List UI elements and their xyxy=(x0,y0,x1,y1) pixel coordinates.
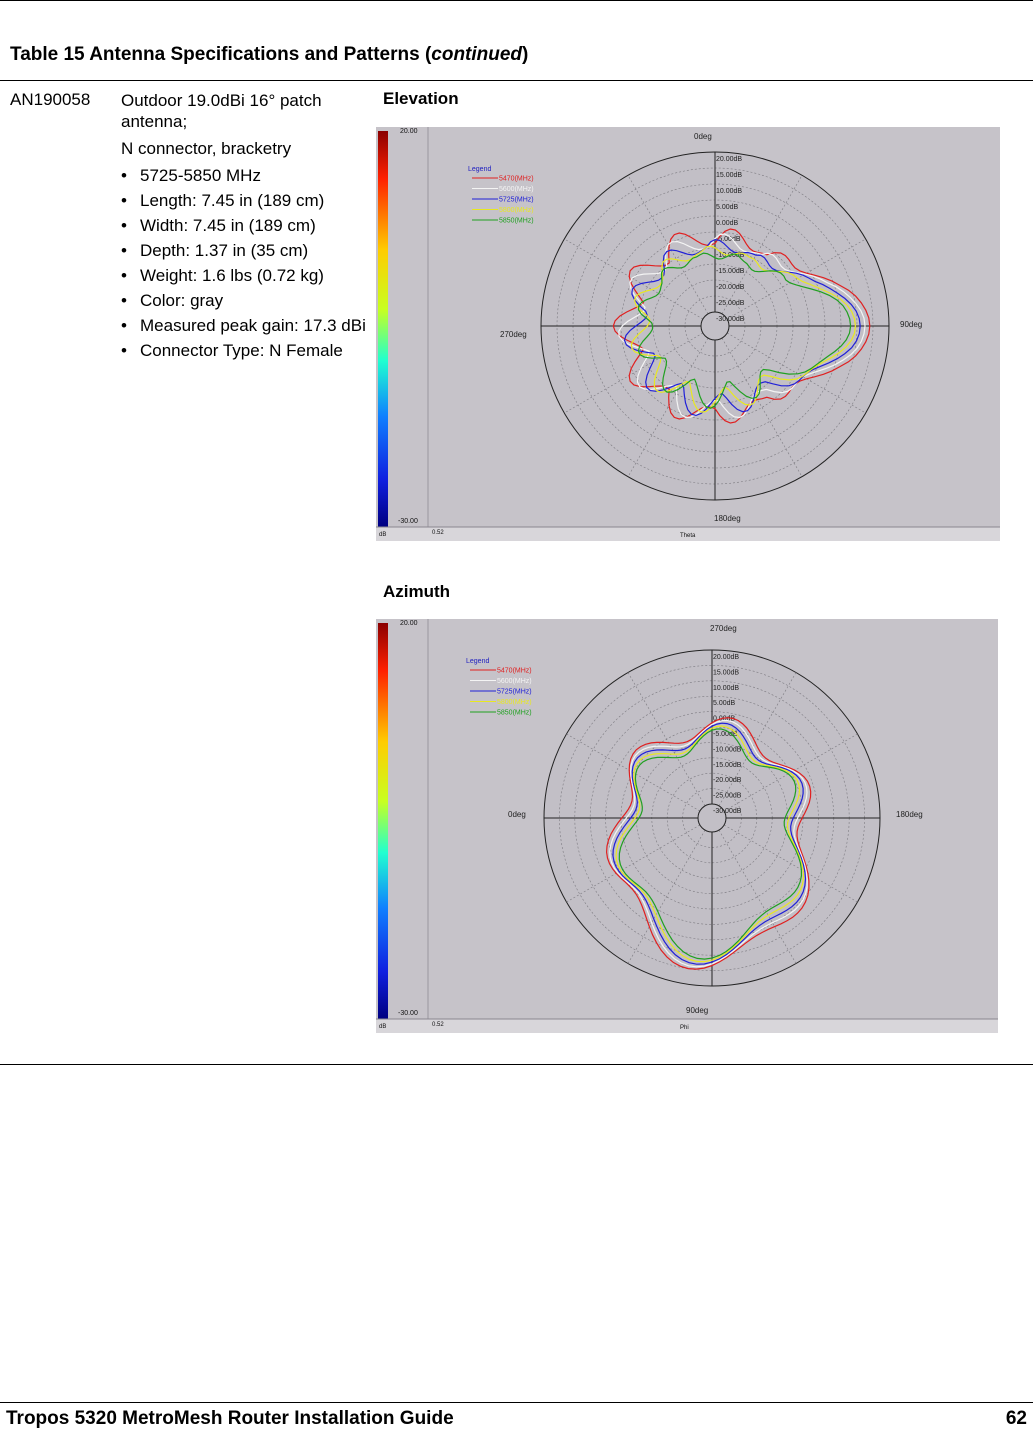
ring-label: 15.00dB xyxy=(713,669,740,677)
ring-label: -10.00dB xyxy=(716,252,745,259)
ring-label: 5.00dB xyxy=(713,700,736,708)
axis-label: Theta xyxy=(680,533,696,539)
ring-label: -15.00dB xyxy=(713,761,742,769)
ring-label: 0.00dB xyxy=(716,220,739,227)
description-line: Outdoor 19.0dBi 16° patch antenna; xyxy=(121,91,322,131)
legend-entry: 5470(MHz) xyxy=(499,175,534,183)
ring-label: 15.00dB xyxy=(716,172,743,179)
ring-label: -20.00dB xyxy=(713,777,742,785)
legend-entry: 5850(MHz) xyxy=(497,709,532,717)
spec-list xyxy=(121,165,369,361)
angle-label-top: 270deg xyxy=(710,624,737,633)
azimuth-pattern-plot xyxy=(376,619,998,1033)
spec-item: • Depth: 1.37 in (35 cm) xyxy=(121,241,309,260)
ring-label: -10.00dB xyxy=(713,746,742,754)
legend-entry: 5470(MHz) xyxy=(497,667,532,675)
legend-title: Legend xyxy=(468,166,492,173)
ring-label: -15.00dB xyxy=(716,268,745,275)
elevation-pattern-plot xyxy=(376,127,1000,541)
azimuth-heading: Azimuth xyxy=(383,582,451,601)
angle-label-left: 270deg xyxy=(500,330,527,339)
offset-label: 0.52 xyxy=(432,530,444,536)
spec-item: • Length: 7.45 in (189 cm) xyxy=(121,191,325,210)
bullet-icon: • xyxy=(121,216,127,235)
ring-label: -30.00dB xyxy=(716,316,745,323)
ring-label: 20.00dB xyxy=(713,654,740,661)
legend-entry: 5800(MHz) xyxy=(497,699,532,706)
bullet-icon: • xyxy=(121,341,127,360)
spec-item: • Color: gray xyxy=(121,291,224,310)
antenna-description xyxy=(121,90,369,365)
color-scale-bar xyxy=(378,623,388,1019)
caption-rule xyxy=(0,80,1033,81)
legend-entry: 5600(MHz) xyxy=(497,678,532,685)
angle-label-top: 0deg xyxy=(694,132,712,141)
spec-item: • Connector Type: N Female xyxy=(121,341,343,360)
part-number: AN190058 xyxy=(10,90,91,109)
ring-label: -25.00dB xyxy=(713,792,742,800)
footer-title: Tropos 5320 MetroMesh Router Installation Guide xyxy=(6,1408,454,1429)
angle-label-right: 90deg xyxy=(900,320,923,329)
ring-label: -20.00dB xyxy=(716,284,745,291)
legend-entry: 5850(MHz) xyxy=(499,217,534,225)
bullet-icon: • xyxy=(121,241,127,260)
table-caption: Table 15 Antenna Specifications and Patterns (continued) xyxy=(10,44,529,65)
legend-entry: 5600(MHz) xyxy=(499,186,534,193)
color-scale-bar xyxy=(378,131,388,527)
legend-entry: 5725(MHz) xyxy=(499,196,534,204)
angle-label-bottom: 180deg xyxy=(714,514,741,523)
ring-label: 10.00dB xyxy=(713,684,740,692)
ring-label: 0.00dB xyxy=(713,715,736,723)
ring-label: 10.00dB xyxy=(716,188,743,195)
spec-item: • Measured peak gain: 17.3 dBi xyxy=(121,316,366,335)
bullet-icon: • xyxy=(121,291,127,310)
bullet-icon: • xyxy=(121,316,127,335)
description-line: N connector, bracketry xyxy=(121,139,292,158)
scale-min-label: -30.00 xyxy=(398,518,418,525)
ring-label: -5.00dB xyxy=(716,236,741,243)
legend-title: Legend xyxy=(466,658,490,665)
ring-label: 20.00dB xyxy=(716,156,743,163)
legend-entry: 5800(MHz) xyxy=(499,207,534,214)
axis-label: Phi xyxy=(680,1025,689,1031)
angle-label-bottom: 90deg xyxy=(686,1006,709,1015)
legend-entry: 5725(MHz) xyxy=(497,688,532,696)
ring-label: -25.00dB xyxy=(716,300,745,307)
offset-label: 0.52 xyxy=(432,1022,444,1028)
spec-item: • 5725-5850 MHz xyxy=(121,166,261,185)
ring-label: 5.00dB xyxy=(716,204,739,211)
bullet-icon: • xyxy=(121,266,127,285)
angle-label-left: 0deg xyxy=(508,810,526,819)
top-rule xyxy=(0,0,1033,1)
bullet-icon: • xyxy=(121,191,127,210)
page-number: 62 xyxy=(1005,1408,1027,1429)
unit-label: dB xyxy=(379,532,387,538)
spec-item: • Weight: 1.6 lbs (0.72 kg) xyxy=(121,266,324,285)
ring-label: -5.00dB xyxy=(713,731,738,738)
table-bottom-rule xyxy=(0,1064,1033,1065)
unit-label: dB xyxy=(379,1024,387,1030)
scale-max-label: 20.00 xyxy=(400,128,418,135)
scale-min-label: -30.00 xyxy=(398,1010,418,1017)
ring-label: -30.00dB xyxy=(713,808,742,815)
spec-item: • Width: 7.45 in (189 cm) xyxy=(121,216,316,235)
scale-max-label: 20.00 xyxy=(400,620,418,627)
elevation-heading: Elevation xyxy=(383,89,459,108)
angle-label-right: 180deg xyxy=(896,810,923,819)
bullet-icon: • xyxy=(121,166,127,185)
footer-rule xyxy=(0,1402,1033,1403)
